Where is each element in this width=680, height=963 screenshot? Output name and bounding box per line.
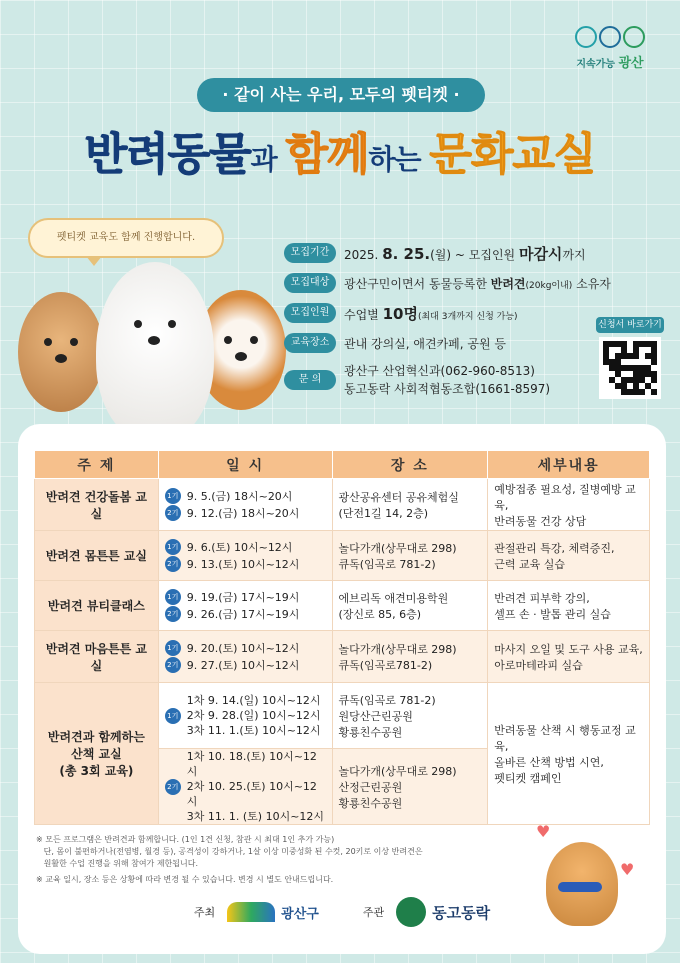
table-row: 반려견 몸튼튼 교실 1기 9. 6.(토) 10시~12시 2기 9. 13.(토) 10시~12시 놀다가개(상무대로 298) 큐독(임곡로 781-2) 관절관리 특강, 체력증진, 근력 교육 실습 xyxy=(35,531,650,581)
pomeranian-image xyxy=(96,262,214,442)
gwangsan-mark-icon xyxy=(227,902,275,922)
info-venue: 교육장소 관내 강의실, 애견카페, 공원 등 xyxy=(284,330,584,356)
schedule-table xyxy=(34,450,650,825)
dog-mascot-image xyxy=(536,822,636,932)
notes: ※ 모든 프로그램은 반려견과 함께합니다. (1인 1견 신청, 참관 시 최대 1인 추가 가능) 단, 몸이 불편하거나(전염병, 월경 등), 공격성이 강하거나, 1살 이상 미중성화 된 수컷, 20키로 이상 반려견은 원활한 수업 진행을 위해 참여가 제한됩니다. ※ 교육 일시, 장소 등은 상황에 따라 변경 될 수 있습니다. 변경 시 별도 안내드립니다. xyxy=(36,835,423,884)
info-capacity: 모집인원 수업별 10명(최대 3개까지 신청 가능) xyxy=(284,300,584,326)
donggodongnak-mark-icon xyxy=(396,897,426,927)
qr-code-icon[interactable] xyxy=(599,337,661,399)
heart-icon: ♥ xyxy=(620,860,635,879)
recruit-info xyxy=(284,240,611,404)
footer: 주최 광산구 주관 동고동락 xyxy=(18,892,666,932)
speech-bubble: 펫티켓 교육도 함께 진행합니다. xyxy=(28,218,224,258)
slogan-banner: · 같이 사는 우리, 모두의 펫티켓 · xyxy=(197,78,485,112)
flower-logo-icon xyxy=(570,26,650,48)
table-header: 주 제 일 시 장 소 세부내용 xyxy=(35,451,650,479)
gwangsan-gu-logo: 광산구 xyxy=(227,902,319,922)
info-period: 모집기간 2025. 8. 25.(월) ~ 모집인원 마감시까지 xyxy=(284,240,584,266)
table-row: 반려견 뷰티클래스 1기 9. 19.(금) 17시~19시 2기 9. 26.(금) 17시~19시 에브리독 애견미용학원 (장신로 85, 6층) 반려견 피부학 강의, 셀프 손 · 발톱 관리 실습 xyxy=(35,581,650,631)
table-row: 반려견과 함께하는 산책 교실 (총 3회 교육) 1기 1차 9. 14.(일) 10시~12시 2차 9. 28.(일) 10시~12시 3차 11. 1.(토) 10시~12시 큐독(임곡로 781-2) 원당산근린공원 황룡친수공원 반려동물 산책 시 행동교정 교육, 올바른 산책 방법 시연, 펫티켓 캠페인 xyxy=(35,683,650,749)
info-contact: 문 의 광산구 산업혁신과(062-960-8513) 동고동락 사회적협동조합(1661-8597) xyxy=(284,360,584,400)
page-title: 반려동물과 함께하는 문화교실 xyxy=(84,129,596,180)
table-row: 2기 1차 10. 18.(토) 10시~12시 2차 10. 25.(토) 10시~12시 3차 11. 1. (토) 10시~12시 놀다가개(상무대로 298) 산정근린공원 황룡친수공원 xyxy=(35,749,650,825)
table-row: 반려견 마음튼튼 교실 1기 9. 20.(토) 10시~12시 2기 9. 27.(토) 10시~12시 놀다가개(상무대로 298) 큐독(임곡로781-2) 마사지 오일 및 도구 사용 교육, 아로마테라피 실습 xyxy=(35,631,650,683)
logo-text: 지속가능 광산 xyxy=(576,56,644,71)
table-row: 반려견 건강돌봄 교실 1기 9. 5.(금) 18시~20시 2기 9. 12.(금) 18시~20시 광산공유센터 공유체험실 (단전1길 14, 2층) 예방접종 필요성, 질병예방 교육, 반려동물 건강 상담 xyxy=(35,479,650,531)
info-target: 모집대상 광산구민이면서 동물등록한 반려견(20kg이내) 소유자 xyxy=(284,270,584,296)
gwangsan-logo xyxy=(570,26,650,71)
heart-icon: ♥ xyxy=(536,822,551,841)
puppy-brown-image xyxy=(18,292,104,412)
donggodongnak-logo: 동고동락 xyxy=(396,897,490,927)
qr-code-link[interactable]: 신청서 바로가기 xyxy=(596,317,664,399)
